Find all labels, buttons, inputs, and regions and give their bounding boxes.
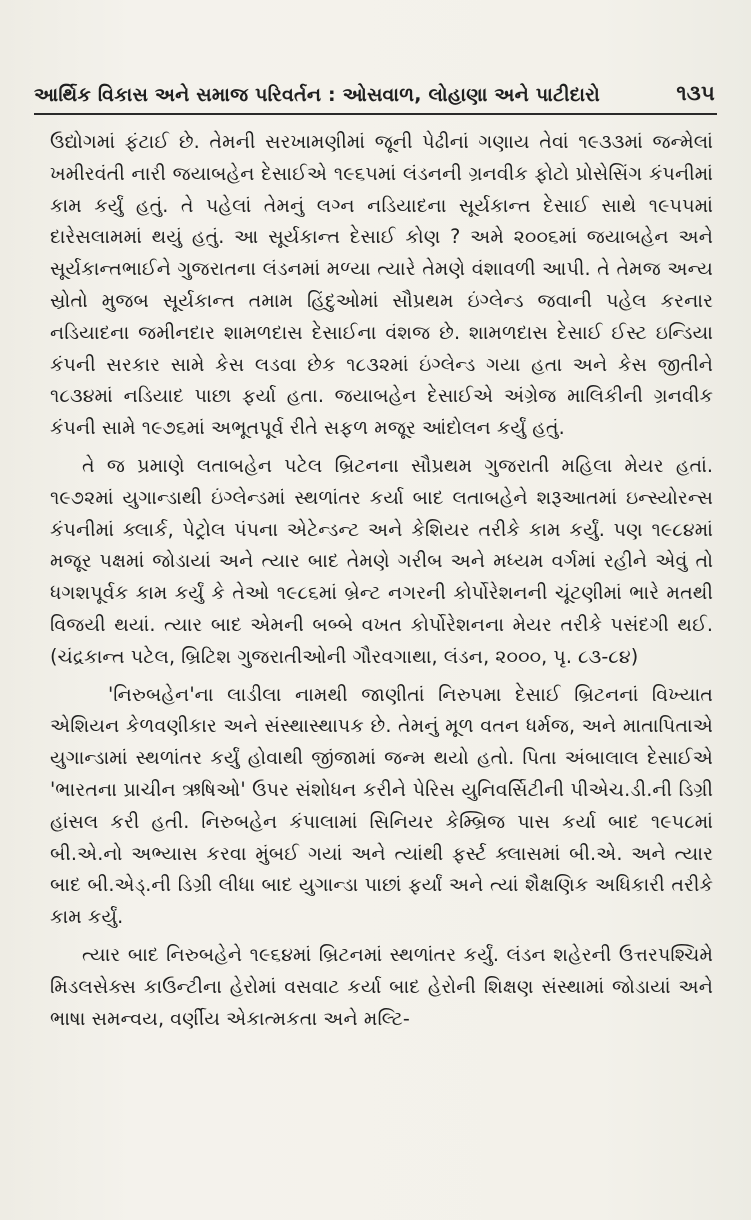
paragraph-4: ત્યાર બાદ નિરુબહેને ૧૯૬૪માં બ્રિટનમાં સ્થળાંતર કર્યું. લંડન શહેરની ઉત્તરપશ્ચિમે મિડલસેક્સ કાઉન્ટીના હેરોમાં વસવાટ કર્યા બાદ હેરોની શિક્ષણ સંસ્થામાં જોડાયાં અને ભાષા સમન્વય, વર્ણીય એકાત્મકતા અને મલ્ટિ- bbox=[50, 942, 713, 1030]
paragraph-3: 'નિરુબહેન'ના લાડીલા નામથી જાણીતાં નિરુપમા દેસાઈ બ્રિટનનાં વિખ્યાત એશિયન કેળવણીકાર અને સંસ્થાસ્થાપક છે. તેમનું મૂળ વતન ધર્મજ, અને માતાપિતાએ યુગાન્ડામાં સ્થળાંતર કર્યું હોવાથી જીંજામાં જન્મ થયો હતો. પિતા અંબાલાલ દેસાઈએ 'ભારતના પ્રાચીન ઋષિઓ' ઉપર સંશોધન કરીને પેરિસ યુનિવર્સિટીની પીએચ.ડી.ની ડિગ્રી હાંસલ કરી હતી. નિરુબહેન કંપાલામાં સિનિયર કેમ્બ્રિજ પાસ કર્યા બાદ ૧૯૫૮માં બી.એ.નો અભ્યાસ કરવા મુંબઈ ગયાં અને ત્યાંથી ફર્સ્ટ ક્લાસમાં બી.એ. અને ત્યાર બાદ બી.એડ્.ની ડિગ્રી લીધા બાદ યુગાન્ડા પાછાં ફર્યાં અને ત્યાં શૈક્ષણિક અધિકારી તરીકે કામ કર્યું. bbox=[50, 682, 713, 929]
chapter-title: આર્થિક વિકાસ અને સમાજ પરિવર્તન : ઓસવાળ, લોહાણા અને પાટીદારો bbox=[34, 84, 600, 106]
paragraph-2: તે જ પ્રમાણે લતાબહેન પટેલ બ્રિટનના સૌપ્રથમ ગુજરાતી મહિલા મેયર હતાં. ૧૯૭૨માં યુગાન્ડાથી ઇંગ્લેન્ડમાં સ્થળાંતર કર્યા બાદ લતાબહેને શરૂઆતમાં ઇન્સ્યોરન્સ કંપનીમાં ક્લાર્ક, પેટ્રોલ પંપના એટેન્ડન્ટ અને કેશિયર તરીકે કામ કર્યું. પણ ૧૯૮૪માં મજૂર પક્ષમાં જોડાયાં અને ત્યાર બાદ તેમણે ગરીબ અને મધ્યમ વર્ગમાં રહીને એવું તો ધગશપૂર્વક કામ કર્યું કે તેઓ ૧૯૮૬માં બ્રેન્ટ નગરની કોર્પોરેશનની ચૂંટણીમાં ભારે મતથી વિજયી થયાં. ત્યાર બાદ એમની બબ્બે વખત કોર્પોરેશનના મેયર તરીકે પસંદગી થઈ. (ચંદ્રકાન્ત પટેલ, બ્રિટિશ ગુજરાતીઓની ગૌરવગાથા, લંડન, ૨૦૦૦, પૃ. ૮૩-૮૪) bbox=[50, 453, 713, 668]
header-rule bbox=[34, 113, 717, 115]
page-number: ૧૩૫ bbox=[676, 81, 715, 105]
body-text bbox=[50, 126, 713, 1040]
running-header bbox=[34, 72, 715, 106]
paragraph-1: ઉદ્યોગમાં ફંટાઈ છે. તેમની સરખામણીમાં જૂની પેઢીનાં ગણાય તેવાં ૧૯૩૩માં જન્મેલાં ખમીરવંતી નારી જયાબહેન દેસાઈએ ૧૯૬૫માં લંડનની ગ્રનવીક ફોટો પ્રોસેસિંગ કંપનીમાં કામ કર્યું હતું. તે પહેલાં તેમનું લગ્ન નડિયાદના સૂર્યકાન્ત દેસાઈ સાથે ૧૯૫૫માં દારેસલામમાં થયું હતું. આ સૂર્યકાન્ત દેસાઈ કોણ ? અમે ૨૦૦૬માં જયાબહેન અને સૂર્યકાન્તભાઈને ગુજરાતના લંડનમાં મળ્યા ત્યારે તેમણે વંશાવળી આપી. તે તેમજ અન્ય સ્રોતો મુજબ સૂર્યકાન્ત તમામ હિંદુઓમાં સૌપ્રથમ ઇંગ્લેન્ડ જવાની પહેલ કરનાર નડિયાદના જમીનદાર શામળદાસ દેસાઈના વંશજ છે. શામળદાસ દેસાઈ ઈસ્ટ ઇન્ડિયા કંપની સરકાર સામે કેસ લડવા છેક ૧૮૩૨માં ઇંગ્લેન્ડ ગયા હતા અને કેસ જીતીને ૧૮૩૪માં નડિયાદ પાછા ફર્યા હતા. જયાબહેન દેસાઈએ અંગ્રેજ માલિકીની ગ્રનવીક કંપની સામે ૧૯૭૬માં અભૂતપૂર્વ રીતે સફળ મજૂર આંદોલન કર્યું હતું. bbox=[50, 130, 713, 440]
